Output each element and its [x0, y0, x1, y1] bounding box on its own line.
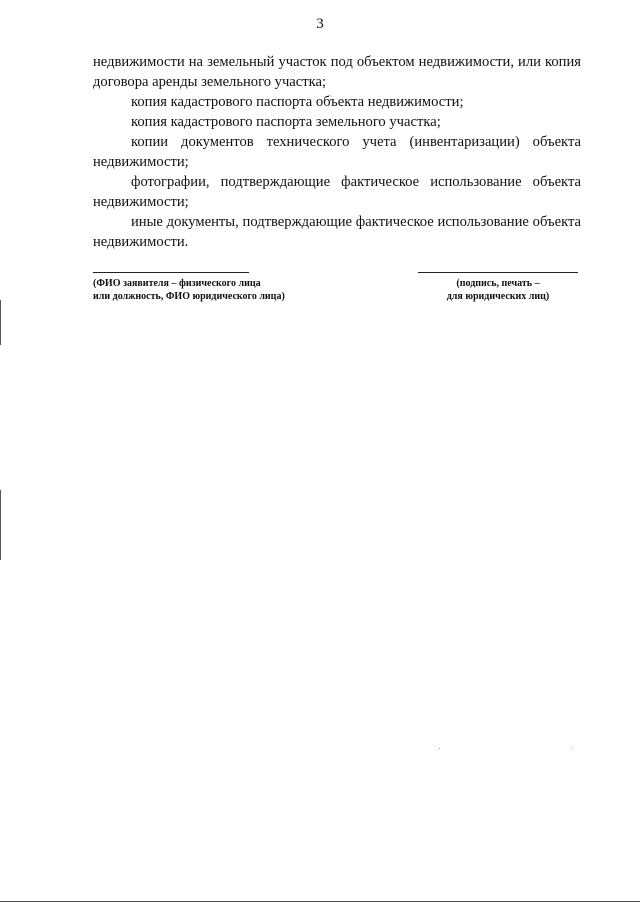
- signature-caption-line2: для юридических лиц): [446, 291, 550, 302]
- paragraph-photographs: фотографии, подтверждающие фактическое использование объекта недвижимости;: [93, 174, 581, 210]
- applicant-name-caption: [93, 277, 285, 303]
- paragraph-technical-records: копии документов технического учета (инвентаризации) объекта недвижимости;: [93, 134, 581, 170]
- document-body: [93, 52, 581, 252]
- signature-line: [418, 272, 578, 273]
- scan-speck: [572, 748, 573, 749]
- page-number: 3: [316, 16, 324, 32]
- paragraph-cadastral-passport-land: копия кадастрового паспорта земельного участка;: [131, 114, 441, 130]
- signature-caption: [418, 277, 578, 303]
- applicant-caption-line1: (ФИО заявителя – физического лица: [93, 278, 261, 289]
- scan-edge-mark-top: [0, 300, 1, 345]
- applicant-name-line: [93, 272, 249, 273]
- signature-caption-line1: (подпись, печать –: [456, 278, 540, 289]
- scan-speck: [439, 748, 440, 749]
- paragraph-continuation: недвижимости на земельный участок под объектом недвижимости, или копия договора аренды земельного участка;: [93, 54, 581, 90]
- scan-edge-bottom: [0, 901, 640, 902]
- scan-edge-mark-middle: [0, 490, 1, 560]
- paragraph-cadastral-passport-object: копия кадастрового паспорта объекта недвижимости;: [131, 94, 464, 110]
- applicant-caption-line2: или должность, ФИО юридического лица): [93, 291, 285, 302]
- paragraph-other-documents: иные документы, подтверждающие фактическое использование объекта недвижимости.: [93, 214, 581, 250]
